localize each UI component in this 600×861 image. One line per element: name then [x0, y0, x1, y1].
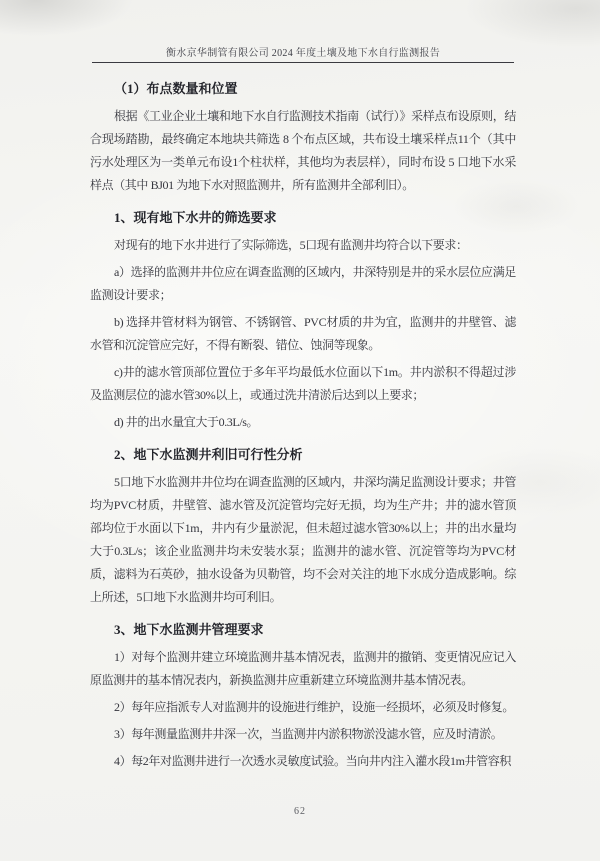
document-body: [90, 77, 516, 773]
header-divider: [92, 62, 514, 63]
running-header: 衡水京华制管有限公司 2024 年度土壤及地下水自行监测报告: [166, 48, 440, 59]
list-item-d: d) 井的出水量宜大于0.3L/s。: [114, 415, 259, 429]
section-title: （1）布点数量和位置: [114, 81, 238, 96]
page-content: [90, 44, 516, 777]
paragraph-screening: 对现有的地下水井进行了实际筛选，5口现有监测井均符合以下要求：: [114, 238, 468, 252]
list-item-4: 4）每2年对监测井进行一次透水灵敏度试验。当向井内注入灌水段1m井管容积: [114, 754, 511, 768]
page-number: 62: [294, 806, 306, 817]
heading-well-management: 3、地下水监测井管理要求: [114, 622, 264, 637]
list-item-2: 2）每年应指派专人对监测井的设施进行维护，设施一经损坏，必须及时修复。: [114, 700, 515, 714]
list-item-b: b) 选择井管材料为钢管、不锈钢管、PVC材质的井为宜，监测井的井壁管、滤水管和沉淀管应完好，不得有断裂、错位、蚀洞等现象。: [90, 315, 516, 352]
paragraph-intro: 根据《工业企业土壤和地下水自行监测技术指南（试行）》采样点布设原则，结合现场踏勘，最终确定本地块共筛选 8 个布点区域，共布设土壤采样点11个（其中污水处理区为一类单元布设1个柱状样，其他均为表层样），同时布设 5 口地下水采样点（其中 BJ01 为地下水对照监测井，所有监测井全部利旧）。: [90, 109, 516, 192]
list-item-3: 3）每年测量监测井井深一次，当监测井内淤积物淤没滤水管，应及时清淤。: [114, 727, 503, 741]
list-item-1: 1）对每个监测井建立环境监测井基本情况表，监测井的撤销、变更情况应记入原监测井的基本情况表内，新换监测井应重新建立环境监测井基本情况表。: [90, 650, 516, 687]
paragraph-feasibility: 5口地下水监测井井位均在调查监测的区域内，井深均满足监测设计要求；井管均为PVC材质，井壁管、滤水管及沉淀管均完好无损，均为生产井；井的滤水管顶部均位于水面以下1m，井内有少量淤泥，但未超过滤水管30%以上；井的出水量均大于0.3L/s；该企业监测井均未安装水泵；监测井的滤水管、沉淀管等均为PVC材质，滤料为石英砂，抽水设备为贝勒管，均不会对关注的地下水成分造成影响。综上所述，5口地下水监测井均可利旧。: [90, 475, 516, 604]
list-item-c: c)井的滤水管顶部位置位于多年平均最低水位面以下1m。井内淤积不得超过涉及监测层位的滤水管30%以上，或通过洗井清淤后达到以上要求；: [90, 365, 516, 402]
heading-screening-requirements: 1、现有地下水井的筛选要求: [114, 210, 277, 225]
heading-reuse-feasibility: 2、地下水监测井利旧可行性分析: [114, 447, 303, 462]
list-item-a: a）选择的监测井井位应在调查监测的区域内，井深特别是井的采水层位应满足监测设计要求；: [90, 265, 516, 302]
